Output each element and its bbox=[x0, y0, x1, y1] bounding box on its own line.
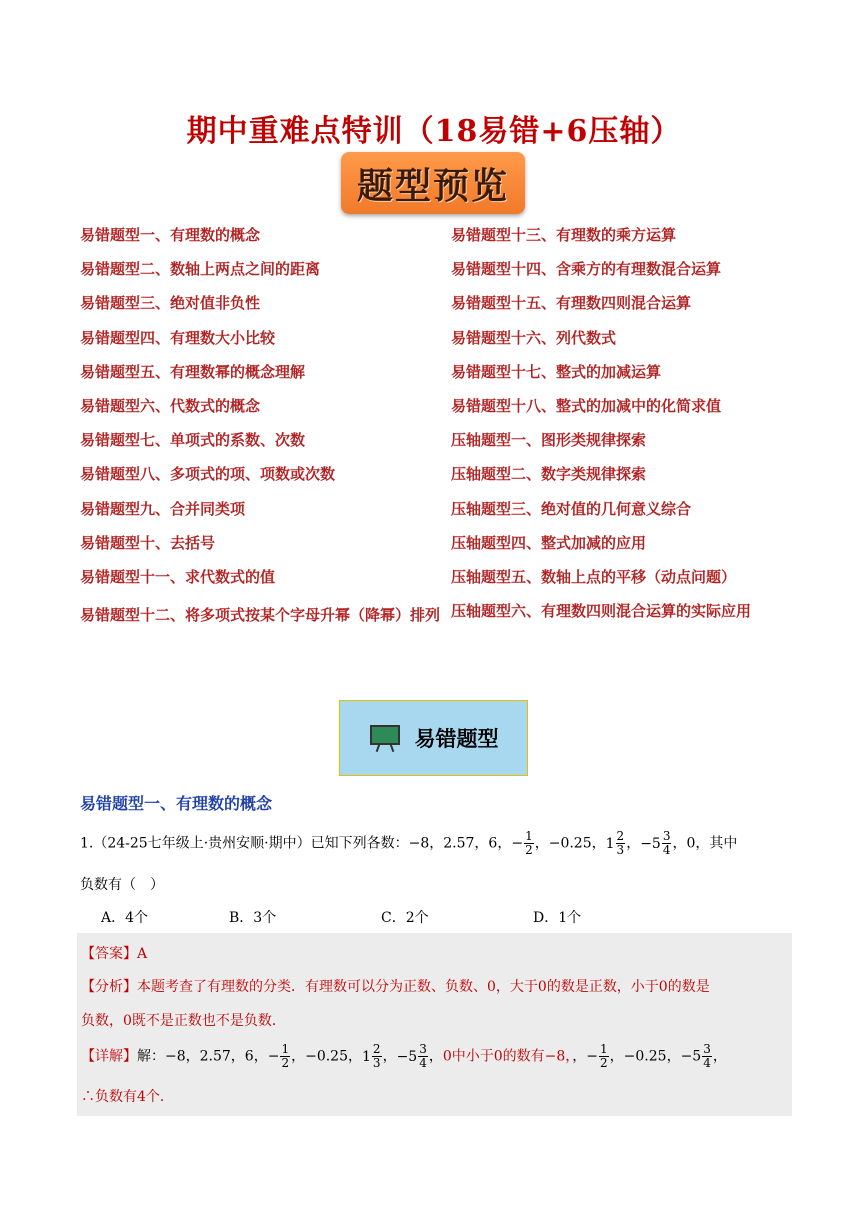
mixed-number: −5 $\frac{3}{4}$ bbox=[640, 829, 671, 857]
answer-label: 【答案】 bbox=[81, 946, 137, 962]
toc-right-column bbox=[451, 222, 811, 632]
toc-item[interactable]: 易错题型二、数轴上两点之间的距离 bbox=[80, 260, 321, 279]
toc-item[interactable]: 易错题型一、有理数的概念 bbox=[80, 226, 261, 244]
analysis-line-2: 负数，0既不是正数也不是负数． bbox=[81, 1013, 286, 1029]
toc-item[interactable]: 易错题型十八、整式的加减中的化简求值 bbox=[451, 396, 722, 415]
toc-item[interactable]: 压轴题型二、数字类规律探索 bbox=[451, 465, 647, 484]
option-b[interactable]: B．3个 bbox=[229, 910, 277, 926]
toc-item[interactable]: 易错题型十五、有理数四则混合运算 bbox=[451, 294, 692, 313]
toc-item[interactable]: 易错题型三、绝对值非负性 bbox=[80, 294, 261, 313]
detail-start: 解：−8，2.57，6， bbox=[137, 1048, 268, 1065]
toc-item[interactable]: 易错题型八、多项式的项、项数或次数 bbox=[80, 465, 336, 484]
answer-value: A bbox=[137, 946, 148, 962]
toc-item[interactable]: 压轴题型六、有理数四则混合运算的实际应用 bbox=[451, 602, 752, 621]
question-stem: 1.（24-25七年级上·贵州安顺·期中）已知下列各数：−8，2.57，6，− $\frac{1}{2}$ ，−0.25，1 $\frac{2}{3}$ ，−5 $\frac{3}{4}$ ，0，其中 bbox=[80, 829, 738, 857]
toc-item[interactable]: 易错题型十三、有理数的乘方运算 bbox=[451, 226, 677, 244]
mixed-number: 1 $\frac{2}{3}$ bbox=[605, 829, 625, 857]
detail-mid: 0中小于0的数有−8， bbox=[442, 1048, 573, 1065]
toc-item[interactable]: 易错题型五、有理数幂的概念理解 bbox=[80, 362, 306, 381]
toc-item[interactable]: 易错题型十四、含乘方的有理数混合运算 bbox=[451, 260, 722, 279]
analysis-text: 本题考查了有理数的分类．有理数可以分为正数、负数、0，大于0的数是正数，小于0的数是 bbox=[137, 979, 710, 995]
mixed-number: −5 $\frac{3}{4}$ bbox=[396, 1042, 427, 1070]
option-c[interactable]: C．2个 bbox=[381, 910, 429, 926]
section-title: 易错题型一、有理数的概念 bbox=[80, 794, 273, 813]
question-line-2: 负数有（ ） bbox=[80, 877, 164, 893]
toc-left-column bbox=[80, 222, 440, 666]
section-banner-label: 易错题型 bbox=[414, 727, 499, 751]
presentation-board-icon bbox=[369, 724, 403, 752]
option-a[interactable]: A．4个 bbox=[101, 910, 149, 926]
preview-badge bbox=[341, 152, 525, 214]
toc-item[interactable]: 易错题型十一、求代数式的值 bbox=[80, 567, 276, 586]
answer-panel bbox=[77, 933, 792, 1116]
page-title: 期中重难点特训（18易错+6压轴） bbox=[186, 114, 682, 149]
toc-item[interactable]: 易错题型七、单项式的系数、次数 bbox=[80, 431, 306, 450]
toc-item[interactable]: 易错题型十六、列代数式 bbox=[451, 328, 617, 347]
fraction: $\frac{3}{4}$ bbox=[703, 1042, 711, 1070]
analysis-label: 【分析】 bbox=[81, 979, 137, 995]
toc-item[interactable]: 易错题型六、代数式的概念 bbox=[80, 396, 261, 415]
question-prefix: 1.（24-25七年级上·贵州安顺·期中）已知下列各数：−8，2.57，6， bbox=[80, 835, 512, 852]
toc-item[interactable]: 压轴题型四、整式加减的应用 bbox=[451, 533, 647, 552]
fraction: $\frac{1}{2}$ bbox=[281, 1042, 290, 1070]
toc-item[interactable]: 易错题型十二、将多项式按某个字母升幂（降幂）排列 bbox=[80, 606, 441, 625]
toc-item[interactable]: 压轴题型五、数轴上点的平移（动点问题） bbox=[451, 567, 737, 586]
conclusion-line: ∴负数有4个． bbox=[81, 1089, 174, 1105]
mixed-number: 1 $\frac{2}{3}$ bbox=[362, 1042, 381, 1070]
answer-line bbox=[81, 943, 147, 963]
detail-label: 【详解】 bbox=[81, 1048, 137, 1065]
toc-item[interactable]: 易错题型十七、整式的加减运算 bbox=[451, 362, 662, 381]
toc-item[interactable]: 易错题型九、合并同类项 bbox=[80, 499, 246, 518]
section-banner bbox=[339, 700, 528, 776]
toc-item[interactable]: 压轴题型三、绝对值的几何意义综合 bbox=[451, 499, 692, 518]
fraction: $\frac{1}{2}$ bbox=[600, 1042, 608, 1070]
fraction: $\frac{1}{2}$ bbox=[525, 829, 533, 857]
badge-label: 题型预览 bbox=[356, 165, 509, 207]
toc-item[interactable]: 易错题型四、有理数大小比较 bbox=[80, 328, 276, 347]
toc-item[interactable]: 压轴题型一、图形类规律探索 bbox=[451, 431, 647, 450]
analysis-line-1 bbox=[81, 976, 710, 996]
toc-item[interactable]: 易错题型十、去括号 bbox=[80, 533, 216, 552]
detail-line: 【详解】解：−8，2.57，6，− $\frac{1}{2}$ ，−0.25，1 $\frac{2}{3}$ ，−5 $\frac{3}{4}$ ，0中小于0的数有−8，，− $\frac{1}{2}$ ，−0.25，−5 $\frac{3}{4}$ ， bbox=[81, 1042, 727, 1070]
option-d[interactable]: D．1个 bbox=[533, 910, 582, 926]
question-tail: ，0，其中 bbox=[672, 835, 738, 852]
